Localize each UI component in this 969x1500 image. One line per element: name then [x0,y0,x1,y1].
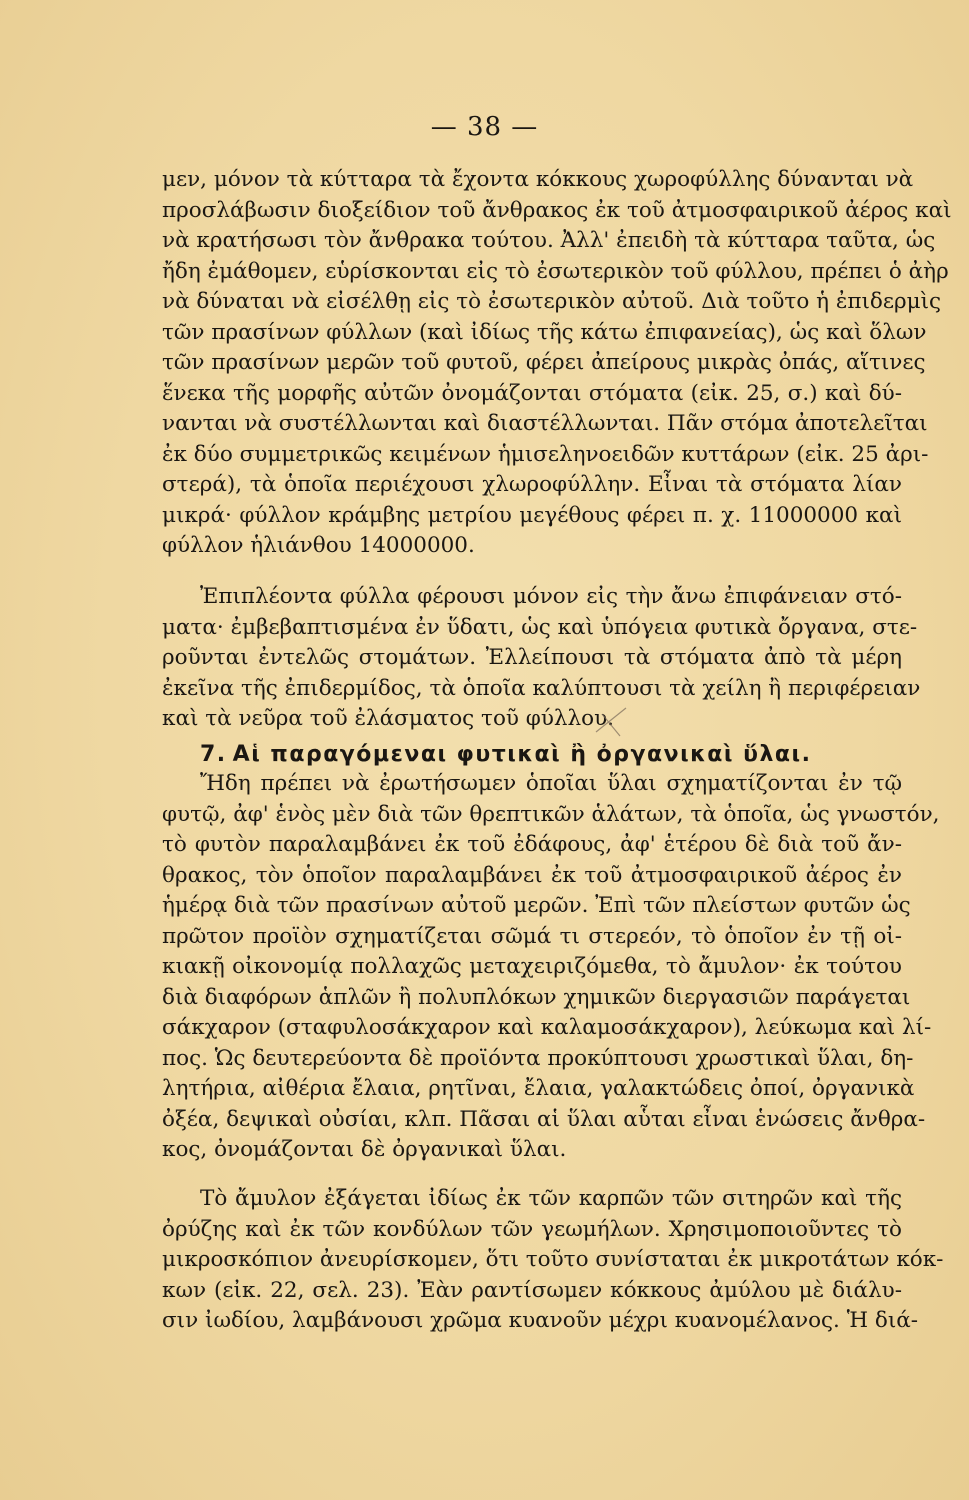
text-line: μεν, μόνον τὰ κύτταρα τὰ ἔχοντα κόκκους χωροφύλλης δύνανται νὰ [162,167,914,192]
text-line: ἐκ δύο συμμετρικῶς κειμένων ἡμισεληνοειδῶν κυττάρων (εἰκ. 25 ἀρι- [162,441,929,467]
text-line: κος, ὀνομάζονται δὲ ὀργανικαὶ ὕλαι. [162,1137,567,1162]
text-line: νὰ δύναται νὰ εἰσέλθῃ εἰς τὸ ἐσωτερικὸν αὐτοῦ. Διὰ τοῦτο ἡ ἐπιδερμὶς [162,289,942,314]
text-line: ἕνεκα τῆς μορφῆς αὐτῶν ὀνομάζονται στόματα (εἰκ. 25, σ.) καὶ δύ- [162,380,902,406]
page-number: — 38 — [430,112,539,142]
text-line: μικρά· φύλλον κράμβης μετρίου μεγέθους φέρει π. χ. 11000000 καὶ [162,502,902,528]
pencil-mark-icon [592,702,632,742]
text-line: ἐκεῖνα τῆς ἐπιδερμίδος, τὰ ὁποῖα καλύπτουσι τὰ χείλη ἢ περιφέρειαν [162,675,921,701]
text-line: πος. Ὡς δευτερεύοντα δὲ προϊόντα προκύπτουσι χρωστικαὶ ὕλαι, δη- [162,1045,914,1071]
section-heading [200,742,811,767]
text-line: ὀξέα, δεψικαὶ οὐσίαι, κλπ. Πᾶσαι αἱ ὕλαι αὗται εἶναι ἑνώσεις ἄνθρα- [162,1106,926,1132]
text-line: κων (εἰκ. 22, σελ. 23). Ἐὰν ραντίσωμεν κόκκους ἀμύλου μὲ διάλυ- [162,1277,902,1303]
paragraph-stomata [162,165,952,562]
text-line: διὰ διαφόρων ἁπλῶν ἢ πολυπλόκων χημικῶν διεργασιῶν παράγεται [162,984,911,1010]
section-number: 7. [200,742,227,767]
text-line: φύλλον ἡλιάνθου 14000000. [162,533,475,558]
section-title: Αἱ παραγόμεναι φυτικαὶ ἢ ὀργανικαὶ ὕλαι. [232,742,812,767]
text-line: προσλάβωσιν διοξείδιον τοῦ ἄνθρακος ἐκ τοῦ ἀτμοσφαιρικοῦ ἀέρος καὶ [162,197,952,223]
text-line: πρῶτον προϊὸν σχηματίζεται σῶμά τι στερεόν, τὸ ὁποῖον ἐν τῇ οἰ- [162,923,902,949]
paragraph-floating-leaves [162,582,921,735]
text-line: ὀρύζης καὶ ἐκ τῶν κονδύλων τῶν γεωμήλων. Χρησιμοποιοῦντες τὸ [162,1216,902,1242]
text-line: κιακῇ οἰκονομίᾳ πολλαχῶς μεταχειριζόμεθα, τὸ ἄμυλον· ἐκ τούτου [162,954,902,979]
text-line: Τὸ ἄμυλον ἐξάγεται ἰδίως ἐκ τῶν καρπῶν τῶν σιτηρῶν καὶ τῆς [200,1186,902,1211]
text-line: λητήρια, αἰθέρια ἔλαια, ρητῖναι, ἔλαια, γαλακτώδεις ὀποί, ὀργανικὰ [162,1076,915,1101]
text-line: τῶν πρασίνων φύλλων (καὶ ἰδίως τῆς κάτω ἐπιφανείας), ὡς καὶ ὅλων [162,319,927,345]
text-line: Ἐπιπλέοντα φύλλα φέρουσι μόνον εἰς τὴν ἄνω ἐπιφάνειαν στό- [200,584,902,609]
text-line: ματα· ἐμβεβαπτισμένα ἐν ὕδατι, ὡς καὶ ὑπόγεια φυτικὰ ὄργανα, στε- [162,614,918,640]
text-line: ροῦνται ἐντελῶς στομάτων. Ἐλλείπουσι τὰ στόματα ἀπὸ τὰ μέρη [162,645,902,670]
text-line: θρακος, τὸν ὁποῖον παραλαμβάνει ἐκ τοῦ ἀτμοσφαιρικοῦ ἀέρος ἐν [162,862,902,888]
text-line: φυτῷ, ἀφ' ἑνὸς μὲν διὰ τῶν θρεπτικῶν ἁλάτων, τὰ ὁποῖα, ὡς γνωστόν, [162,801,940,827]
text-line: τὸ φυτὸν παραλαμβάνει ἐκ τοῦ ἐδάφους, ἀφ' ἑτέρου δὲ διὰ τοῦ ἄν- [162,832,902,857]
text-line: καὶ τὰ νεῦρα τοῦ ἐλάσματος τοῦ φύλλου. [162,706,615,731]
paragraph-organic-matter [162,769,940,1166]
text-line: σιν ἰωδίου, λαμβάνουσι χρῶμα κυανοῦν μέχρι κυανομέλανος. Ἡ διά- [162,1308,919,1333]
text-line: νανται νὰ συστέλλωνται καὶ διαστέλλωνται. Πᾶν στόμα ἀποτελεῖται [162,411,928,436]
paragraph-starch [162,1184,944,1337]
text-line: μικροσκόπιον ἀνευρίσκομεν, ὅτι τοῦτο συνίσταται ἐκ μικροτάτων κόκ- [162,1247,944,1272]
text-line: ἤδη ἐμάθομεν, εὑρίσκονται εἰς τὸ ἐσωτερικὸν τοῦ φύλλου, πρέπει ὁ ἀὴρ [162,258,949,284]
text-line: Ἤδη πρέπει νὰ ἐρωτήσωμεν ὁποῖαι ὕλαι σχηματίζονται ἐν τῷ [200,771,902,796]
text-line: στερά), τὰ ὁποῖα περιέχουσι χλωροφύλλην. Εἶναι τὰ στόματα λίαν [162,472,902,497]
text-line: νὰ κρατήσωσι τὸν ἄνθρακα τούτου. Ἀλλ' ἐπειδὴ τὰ κύτταρα ταῦτα, ὡς [162,228,936,253]
text-line: σάκχαρον (σταφυλοσάκχαρον καὶ καλαμοσάκχαρον), λεύκωμα καὶ λί- [162,1015,932,1040]
text-line: τῶν πρασίνων μερῶν τοῦ φυτοῦ, φέρει ἀπείρους μικρὰς ὀπάς, αἵτινες [162,350,926,375]
text-line: ἡμέρᾳ διὰ τῶν πρασίνων αὐτοῦ μερῶν. Ἐπὶ τῶν πλείστων φυτῶν ὡς [162,893,911,918]
